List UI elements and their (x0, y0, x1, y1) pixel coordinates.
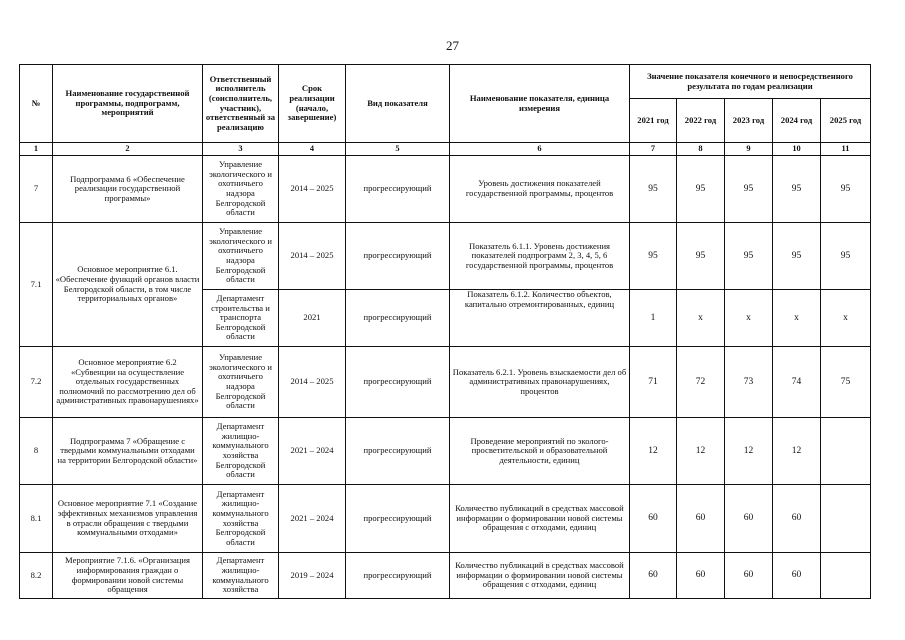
column-number: 10 (773, 143, 821, 156)
row-value (821, 418, 871, 485)
row-value: х (725, 290, 773, 347)
row-name: Основное мероприятие 7.1 «Создание эффективных механизмов управления в отрасли обращения с твердыми коммунальными отходами» (53, 485, 203, 553)
row-value: 73 (725, 347, 773, 418)
row-value: 95 (773, 156, 821, 223)
row-term: 2014 – 2025 (279, 223, 346, 290)
row-name: Подпрограмма 6 «Обеспечение реализации государственной программы» (53, 156, 203, 223)
row-value: 72 (677, 347, 725, 418)
row-value: 95 (821, 156, 871, 223)
row-kind: прогрессирующий (346, 223, 450, 290)
row-indicator: Показатель 6.1.1. Уровень достижения показателей подпрограмм 2, 3, 4, 5, 6 государственной программы, процентов (450, 223, 630, 290)
row-indicator: Уровень достижения показателей государственной программы, процентов (450, 156, 630, 223)
table-row (20, 418, 871, 485)
header-indicator: Наименование показателя, единица измерения (450, 65, 630, 143)
column-number: 3 (203, 143, 279, 156)
header-year: 2022 год (677, 99, 725, 143)
row-responsible: Управление экологического и охотничьего надзора Белгородской области (203, 156, 279, 223)
row-indicator: Количество публикаций в средствах массовой информации о формировании новой системы обращения с отходами, единиц (450, 485, 630, 553)
row-number: 8.1 (20, 485, 53, 553)
column-number: 9 (725, 143, 773, 156)
row-term: 2014 – 2025 (279, 347, 346, 418)
header-name: Наименование государственной программы, подпрограмм, мероприятий (53, 65, 203, 143)
column-number: 4 (279, 143, 346, 156)
row-name: Основное мероприятие 6.2 «Субвенции на осуществление отдельных государственных полномочий по рассмотрению дел об административных правонарушениях» (53, 347, 203, 418)
row-value: 95 (725, 223, 773, 290)
row-responsible: Департамент жилищно-коммунального хозяйства Белгородской области (203, 418, 279, 485)
row-value: 95 (677, 156, 725, 223)
header-values-group: Значение показателя конечного и непосредственного результата по годам реализации (630, 65, 871, 99)
row-responsible: Департамент жилищно-коммунального хозяйства Белгородской области (203, 485, 279, 553)
row-value: 12 (725, 418, 773, 485)
row-value: 74 (773, 347, 821, 418)
row-value: х (821, 290, 871, 347)
column-numbers-row (20, 143, 871, 156)
row-value: 60 (630, 485, 677, 553)
table-row (20, 553, 871, 599)
row-kind: прогрессирующий (346, 485, 450, 553)
row-value: 95 (630, 223, 677, 290)
row-value (821, 485, 871, 553)
row-value: 95 (677, 223, 725, 290)
row-value: 95 (821, 223, 871, 290)
row-name: Мероприятие 7.1.6. «Организация информирования граждан о формировании новой системы обращения (53, 553, 203, 599)
row-value: 60 (630, 553, 677, 599)
row-term: 2014 – 2025 (279, 156, 346, 223)
row-value: 60 (773, 553, 821, 599)
row-value (821, 553, 871, 599)
table-row (20, 347, 871, 418)
row-responsible: Департамент строительства и транспорта Белгородской области (203, 290, 279, 347)
row-term: 2019 – 2024 (279, 553, 346, 599)
row-value: 95 (773, 223, 821, 290)
column-number: 5 (346, 143, 450, 156)
page-number: 27 (446, 38, 459, 53)
row-value: 95 (725, 156, 773, 223)
column-number: 1 (20, 143, 53, 156)
header-responsible: Ответственный исполнитель (соисполнитель, участник), ответственный за реализацию (203, 65, 279, 143)
row-value: 95 (630, 156, 677, 223)
row-value: 60 (677, 553, 725, 599)
row-responsible: Управление экологического и охотничьего надзора Белгородской области (203, 223, 279, 290)
table-row (20, 156, 871, 223)
row-term: 2021 – 2024 (279, 418, 346, 485)
column-number: 11 (821, 143, 871, 156)
row-value: 12 (630, 418, 677, 485)
row-value: х (773, 290, 821, 347)
row-responsible: Управление экологического и охотничьего надзора Белгородской области (203, 347, 279, 418)
column-number: 7 (630, 143, 677, 156)
row-kind: прогрессирующий (346, 347, 450, 418)
column-number: 8 (677, 143, 725, 156)
row-name: Основное мероприятие 6.1. «Обеспечение функций органов власти Белгородской области, в том числе территориальных органов» (53, 223, 203, 347)
row-value: 60 (725, 485, 773, 553)
row-indicator: Показатель 6.2.1. Уровень взыскаемости дел об административных правонарушениях, процентов (450, 347, 630, 418)
row-number: 8.2 (20, 553, 53, 599)
row-number: 7.1 (20, 223, 53, 347)
row-name: Подпрограмма 7 «Обращение с твердыми коммунальными отходами на территории Белгородской области» (53, 418, 203, 485)
row-kind: прогрессирующий (346, 290, 450, 347)
row-number: 7.2 (20, 347, 53, 418)
row-value: 60 (725, 553, 773, 599)
row-responsible: Департамент жилищно-коммунального хозяйства (203, 553, 279, 599)
row-number: 7 (20, 156, 53, 223)
column-number: 6 (450, 143, 630, 156)
row-value: 1 (630, 290, 677, 347)
row-term: 2021 (279, 290, 346, 347)
header-year: 2023 год (725, 99, 773, 143)
row-value: 12 (677, 418, 725, 485)
table-row (20, 485, 871, 553)
column-number: 2 (53, 143, 203, 156)
row-indicator: Показатель 6.1.2. Количество объектов, капитально отремонтированных, единиц (450, 290, 630, 347)
row-number: 8 (20, 418, 53, 485)
row-value: 60 (773, 485, 821, 553)
indicators-table (19, 64, 871, 599)
row-indicator: Проведение мероприятий по эколого-просветительской и образовательной деятельности, единиц (450, 418, 630, 485)
row-value: 75 (821, 347, 871, 418)
row-value: 60 (677, 485, 725, 553)
row-kind: прогрессирующий (346, 156, 450, 223)
header-year: 2024 год (773, 99, 821, 143)
row-value: 12 (773, 418, 821, 485)
table-row (20, 223, 871, 290)
row-term: 2021 – 2024 (279, 485, 346, 553)
row-kind: прогрессирующий (346, 553, 450, 599)
header-kind: Вид показателя (346, 65, 450, 143)
header-year: 2025 год (821, 99, 871, 143)
row-kind: прогрессирующий (346, 418, 450, 485)
row-value: х (677, 290, 725, 347)
header-term: Срок реализации (начало, завершение) (279, 65, 346, 143)
header-year: 2021 год (630, 99, 677, 143)
header-no: № (20, 65, 53, 143)
row-indicator: Количество публикаций в средствах массовой информации о формировании новой системы обращения с отходами, единиц (450, 553, 630, 599)
row-value: 71 (630, 347, 677, 418)
